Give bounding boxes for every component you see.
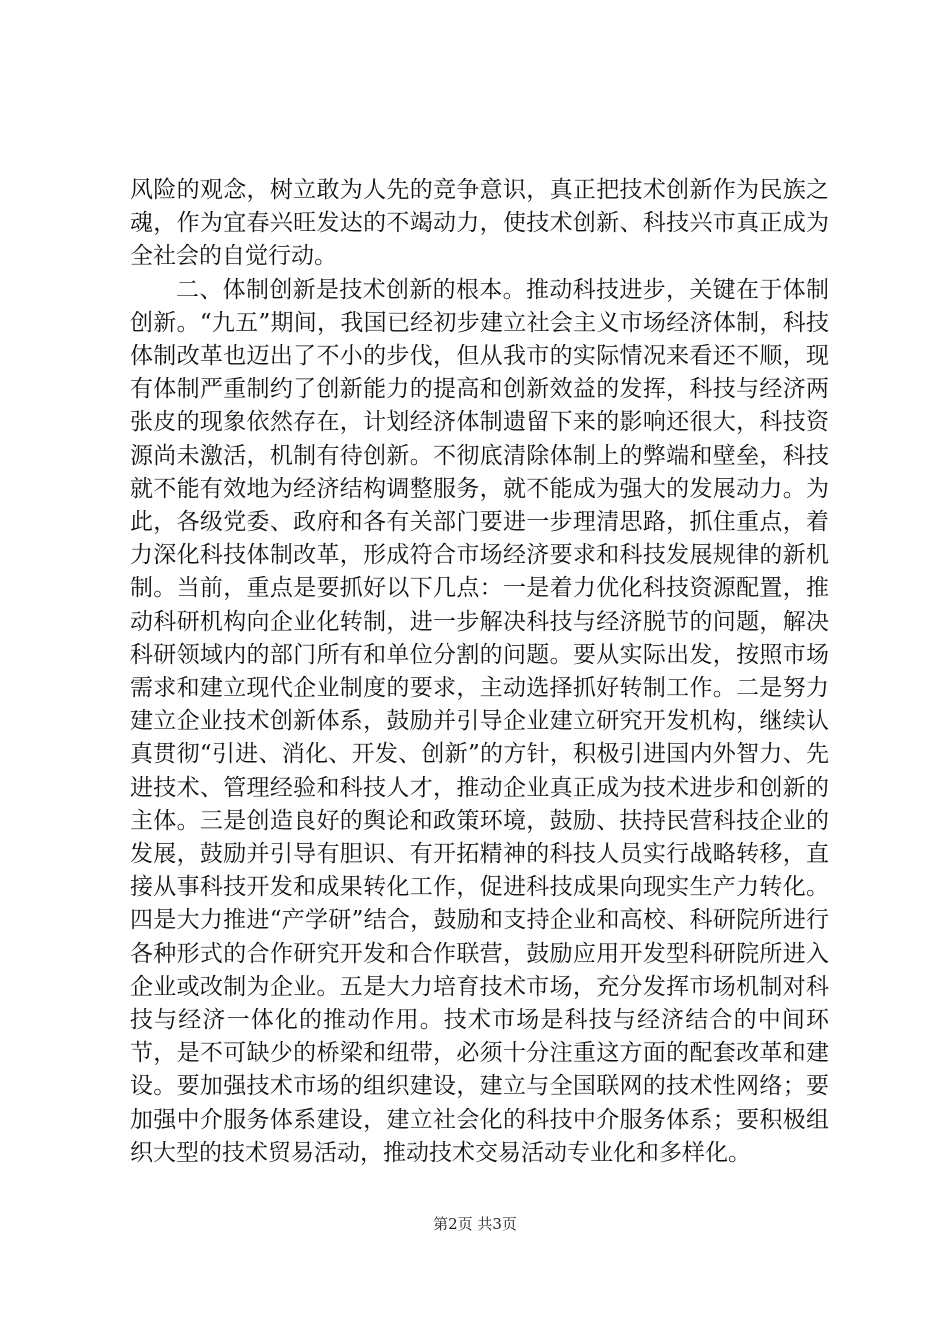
paragraph-continuation: 风险的观念，树立敢为人先的竞争意识，真正把技术创新作为民族之魂，作为宜春兴旺发达的不竭动力，使技术创新、科技兴市真正成为全社会的自觉行动。 — [130, 177, 829, 270]
page-footer: 第2页 共3页 — [433, 1215, 517, 1233]
document-body — [130, 174, 829, 1170]
paragraph-institutional-innovation: 二、体制创新是技术创新的根本。推动科技进步，关键在于体制创新。“九五”期间，我国已经初步建立社会主义市场经济体制，科技体制改革也迈出了不小的步伐，但从我市的实际情况来看还不顺，现有体制严重制约了创新能力的提高和创新效益的发挥，科技与经济两张皮的现象依然存在，计划经济体制遗留下来的影响还很大，科技资源尚未激活，机制有待创新。不彻底清除体制上的弊端和壁垒，科技就不能有效地为经济结构调整服务，就不能成为强大的发展动力。为此，各级党委、政府和各有关部门要进一步理清思路，抓住重点，着力深化科技体制改革，形成符合市场经济要求和科技发展规律的新机制。当前，重点是要抓好以下几点：一是着力优化科技资源配置，推动科研机构向企业化转制，进一步解决科技与经济脱节的问题，解决科研领域内的部门所有和单位分割的问题。要从实际出发，按照市场需求和建立现代企业制度的要求，主动选择抓好转制工作。二是努力建立企业技术创新体系，鼓励并引导企业建立研究开发机构，继续认真贯彻“引进、消化、开发、创新”的方针，积极引进国内外智力、先进技术、管理经验和科技人才，推动企业真正成为技术进步和创新的主体。三是创造良好的舆论和政策环境，鼓励、扶持民营科技企业的发展，鼓励并引导有胆识、有开拓精神的科技人员实行战略转移，直接从事科技开发和成果转化工作，促进科技成果向现实生产力转化。四是大力推进“产学研”结合，鼓励和支持企业和高校、科研院所进行各种形式的合作研究开发和合作联营，鼓励应用开发型科研院所进入企业或改制为企业。五是大力培育技术市场，充分发挥市场机制对科技与经济一体化的推动作用。技术市场是科技与经济结合的中间环节，是不可缺少的桥梁和纽带，必须十分注重这方面的配套改革和建设。要加强技术市场的组织建设，建立与全国联网的技术性网络；要加强中介服务体系建设，建立社会化的科技中介服务体系；要积极组织大型的技术贸易活动，推动技术交易活动专业化和多样化。 — [130, 276, 829, 1166]
